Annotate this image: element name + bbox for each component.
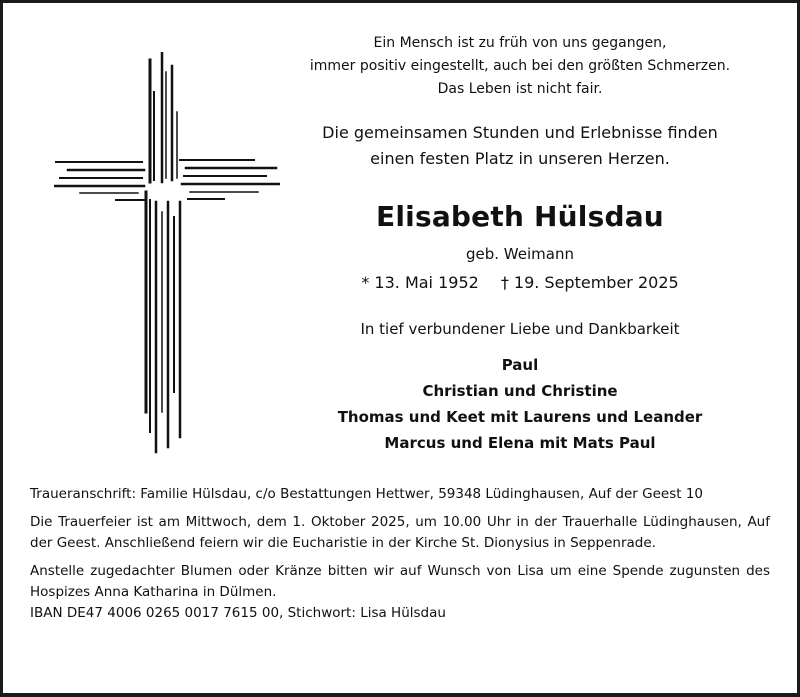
motto-line: immer positiv eingestellt, auch bei den größten Schmerzen.	[309, 58, 731, 74]
motto-line: Ein Mensch ist zu früh von uns gegangen,	[373, 35, 667, 51]
mourning-address: Traueranschrift: Familie Hülsdau, c/o Bestattungen Hettwer, 59348 Lüdinghausen, Auf der Geest 10	[30, 486, 703, 502]
mourners-list	[290, 352, 750, 456]
birth-name: geb. Weimann	[466, 245, 574, 263]
donation-info: Anstelle zugedachter Blumen oder Kränze bitten wir auf Wunsch von Lisa um eine Spende zugunsten des Hospizes Anna Katharina in Dülmen.	[30, 563, 770, 600]
list-item: Thomas und Keet mit Laurens und Leander	[337, 408, 703, 426]
ceremony-info: Die Trauerfeier ist am Mittwoch, dem 1. Oktober 2025, um 10.00 Uhr in der Trauerhalle Lüdinghausen, Auf der Geest. Anschließend feiern wir die Eucharistie in der Kirche St. Dionysius in Seppenrade.	[30, 514, 770, 551]
list-item: Christian und Christine	[422, 382, 618, 400]
deceased-name: Elisabeth Hülsdau	[376, 200, 664, 233]
death-date: † 19. September 2025	[500, 273, 679, 292]
verse-line: Die gemeinsamen Stunden und Erlebnisse finden	[322, 123, 718, 142]
list-item: Paul	[501, 356, 539, 374]
list-item: Marcus und Elena mit Mats Paul	[384, 434, 656, 452]
verse-line: einen festen Platz in unseren Herzen.	[370, 149, 670, 168]
iban-info: IBAN DE47 4006 0265 0017 7615 00, Stichwort: Lisa Hülsdau	[30, 605, 446, 621]
cross-icon	[54, 52, 280, 454]
notice-footer	[30, 484, 770, 631]
life-dates	[290, 273, 750, 292]
thanks-line: In tief verbundener Liebe und Dankbarkeit	[360, 320, 680, 338]
birth-date: * 13. Mai 1952	[361, 273, 479, 292]
motto-line: Das Leben ist nicht fair.	[437, 81, 603, 97]
